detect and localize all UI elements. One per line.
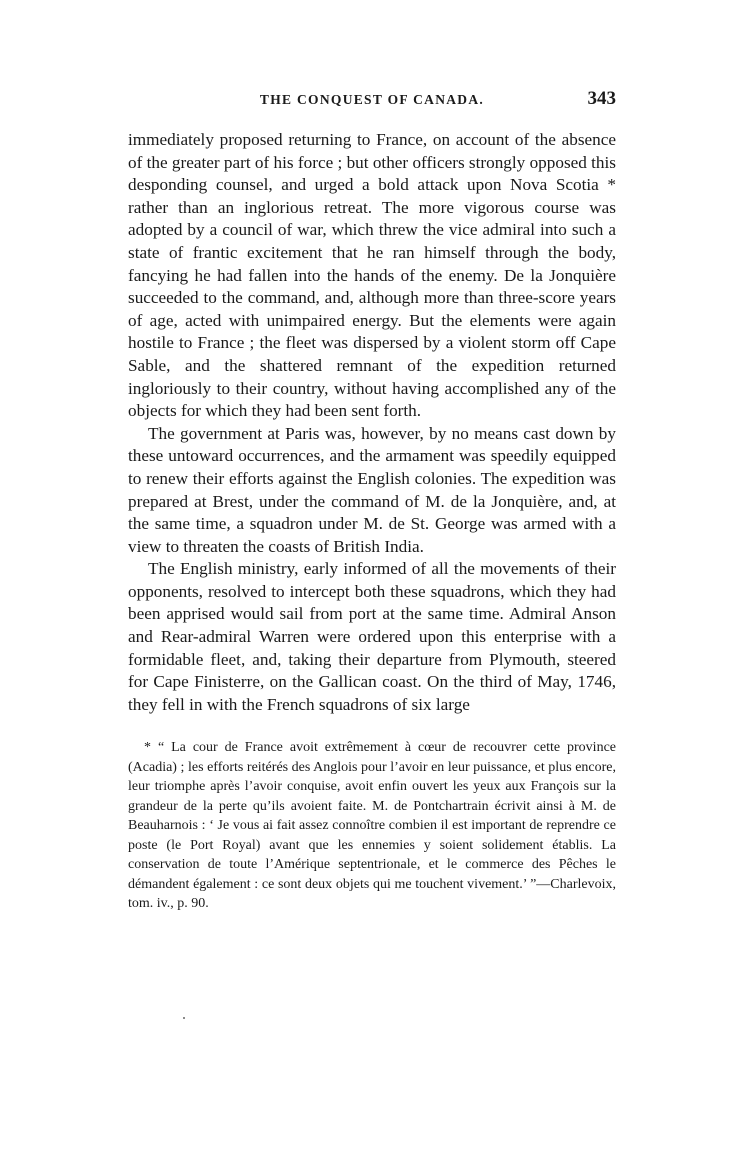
page-number: 343: [587, 88, 616, 109]
print-speck: [183, 1017, 185, 1019]
footnote-text: * “ La cour de France avoit extrêmement à cœur de recouvrer cette province (Acadia) ; les efforts reitérés des Anglois pour l’avoir en leur puissance, et plus encore, leur triomphe après l’avoir conquise, avoit enfin ouvert les yeux aux François sur la grandeur de la perte qu’ils avoient faite. M. de Pontchartrain écrivit ainsi à M. de Beauharnois : ‘ Je vous ai fait assez connoître combien il est important de reprendre ce poste (le Port Royal) avant que les ennemies y soient solidement établis. La conservation de toute l’Amérique septentrionale, et le commerce des Pêches le démandent également : ce sont deux objets qui me touchent vivement.’ ”—Charlevoix, tom. iv., p. 90.: [128, 740, 616, 912]
running-title: THE CONQUEST OF CANADA.: [259, 92, 485, 107]
paragraph-english-ministry: The English ministry, early informed of all the movements of their opponents, resolved to intercept both these squadrons, which they had been apprised would sail from port at the same time. Admiral Anson and Rear-admiral Warren were ordered upon this enterprise with a formidable fleet, and, taking their departure from Plymouth, steered for Cape Finisterre, on the Gallican coast. On the third of May, 1746, they fell in with the French squadrons of six large: [128, 559, 616, 714]
body-text: [128, 129, 616, 716]
book-page: [128, 88, 616, 914]
paragraph-continued: immediately proposed returning to France, on account of the absence of the greater part of his force ; but other officers strongly opposed this desponding counsel, and urged a bold attack upon Nova Scotia * rather than an inglorious retreat. The more vigorous course was adopted by a council of war, which threw the vice admiral into such a state of frantic excitement that he ran himself through the body, fancying he had fallen into the hands of the enemy. De la Jonquière succeeded to the command, and, although more than three-score years of age, acted with unimpaired energy. But the elements were again hostile to France ; the fleet was dispersed by a violent storm off Cape Sable, and the shattered remnant of the expedition returned ingloriously to their country, without having accomplished any of the objects for which they had been sent forth.: [128, 130, 616, 421]
page-header: [128, 88, 616, 118]
paragraph-government-at-paris: The government at Paris was, however, by no means cast down by these untoward occurrences, and the armament was speedily equipped to renew their efforts against the English colonies. The expedition was prepared at Brest, under the command of M. de la Jonquière, and, at the same time, a squadron under M. de St. George was armed with a view to threaten the coasts of British India.: [128, 423, 616, 556]
footnote: [128, 738, 616, 914]
